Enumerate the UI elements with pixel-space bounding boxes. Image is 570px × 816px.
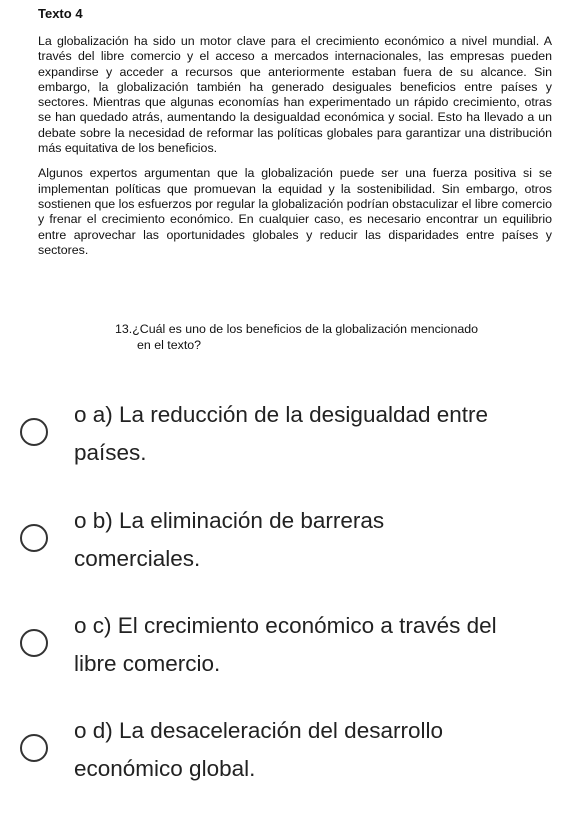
question-number: 13. bbox=[115, 322, 133, 336]
option-c-line-1: o c) El crecimiento económico a través del bbox=[74, 613, 497, 638]
option-b-text bbox=[74, 502, 564, 578]
option-c[interactable] bbox=[20, 607, 560, 697]
option-b[interactable] bbox=[20, 502, 560, 592]
paragraph-1: La globalización ha sido un motor clave para el crecimiento económico a nivel mundial. A través del libre comercio y el acceso a mercados internacionales, las empresas pueden expandirse y acceder a recursos que anteriormente estaban fuera de su alcance. Sin embargo, la globalización también ha generado desiguales beneficios entre países y sectores. Mientras que algunas economías han experimentado un rápido crecimiento, otras se han quedado atrás, aumentando la desigualdad económica y social. Esto ha llevado a un debate sobre la necesidad de reformar las políticas globales para garantizar una distribución más equitativa de los beneficios. bbox=[38, 34, 552, 156]
paragraph-2: Algunos expertos argumentan que la globalización puede ser una fuerza positiva si se implementan políticas que promuevan la equidad y la sostenibilidad. Sin embargo, otros sostienen que los esfuerzos por regular la globalización podrían obstaculizar el libre comercio y frenar el crecimiento económico. En cualquier caso, es necesario encontrar un equilibrio entre aprovechar las oportunidades globales y reducir las disparidades entre países y sectores. bbox=[38, 166, 552, 257]
radio-circle-icon[interactable] bbox=[20, 734, 48, 762]
option-c-text bbox=[74, 607, 564, 683]
option-a-line-2: países. bbox=[74, 440, 147, 465]
option-d-line-2: económico global. bbox=[74, 756, 256, 781]
option-a[interactable] bbox=[20, 396, 560, 486]
option-b-line-2: comerciales. bbox=[74, 546, 201, 571]
option-c-line-2: libre comercio. bbox=[74, 651, 221, 676]
option-a-text bbox=[74, 396, 564, 472]
option-d[interactable] bbox=[20, 712, 560, 802]
text-title: Texto 4 bbox=[38, 6, 83, 21]
radio-circle-icon[interactable] bbox=[20, 418, 48, 446]
radio-circle-icon[interactable] bbox=[20, 629, 48, 657]
option-a-line-1: o a) La reducción de la desigualdad entre bbox=[74, 402, 489, 427]
reading-text bbox=[38, 6, 552, 258]
option-b-line-1: o b) La eliminación de barreras bbox=[74, 508, 385, 533]
question-text-2: en el texto? bbox=[137, 337, 202, 352]
question-line-1 bbox=[115, 322, 555, 338]
radio-circle-icon[interactable] bbox=[20, 524, 48, 552]
option-d-line-1: o d) La desaceleración del desarrollo bbox=[74, 718, 443, 743]
question-text-1: ¿Cuál es uno de los beneficios de la globalización mencionado bbox=[132, 322, 479, 336]
question-13 bbox=[115, 322, 555, 353]
option-d-text bbox=[74, 712, 564, 788]
